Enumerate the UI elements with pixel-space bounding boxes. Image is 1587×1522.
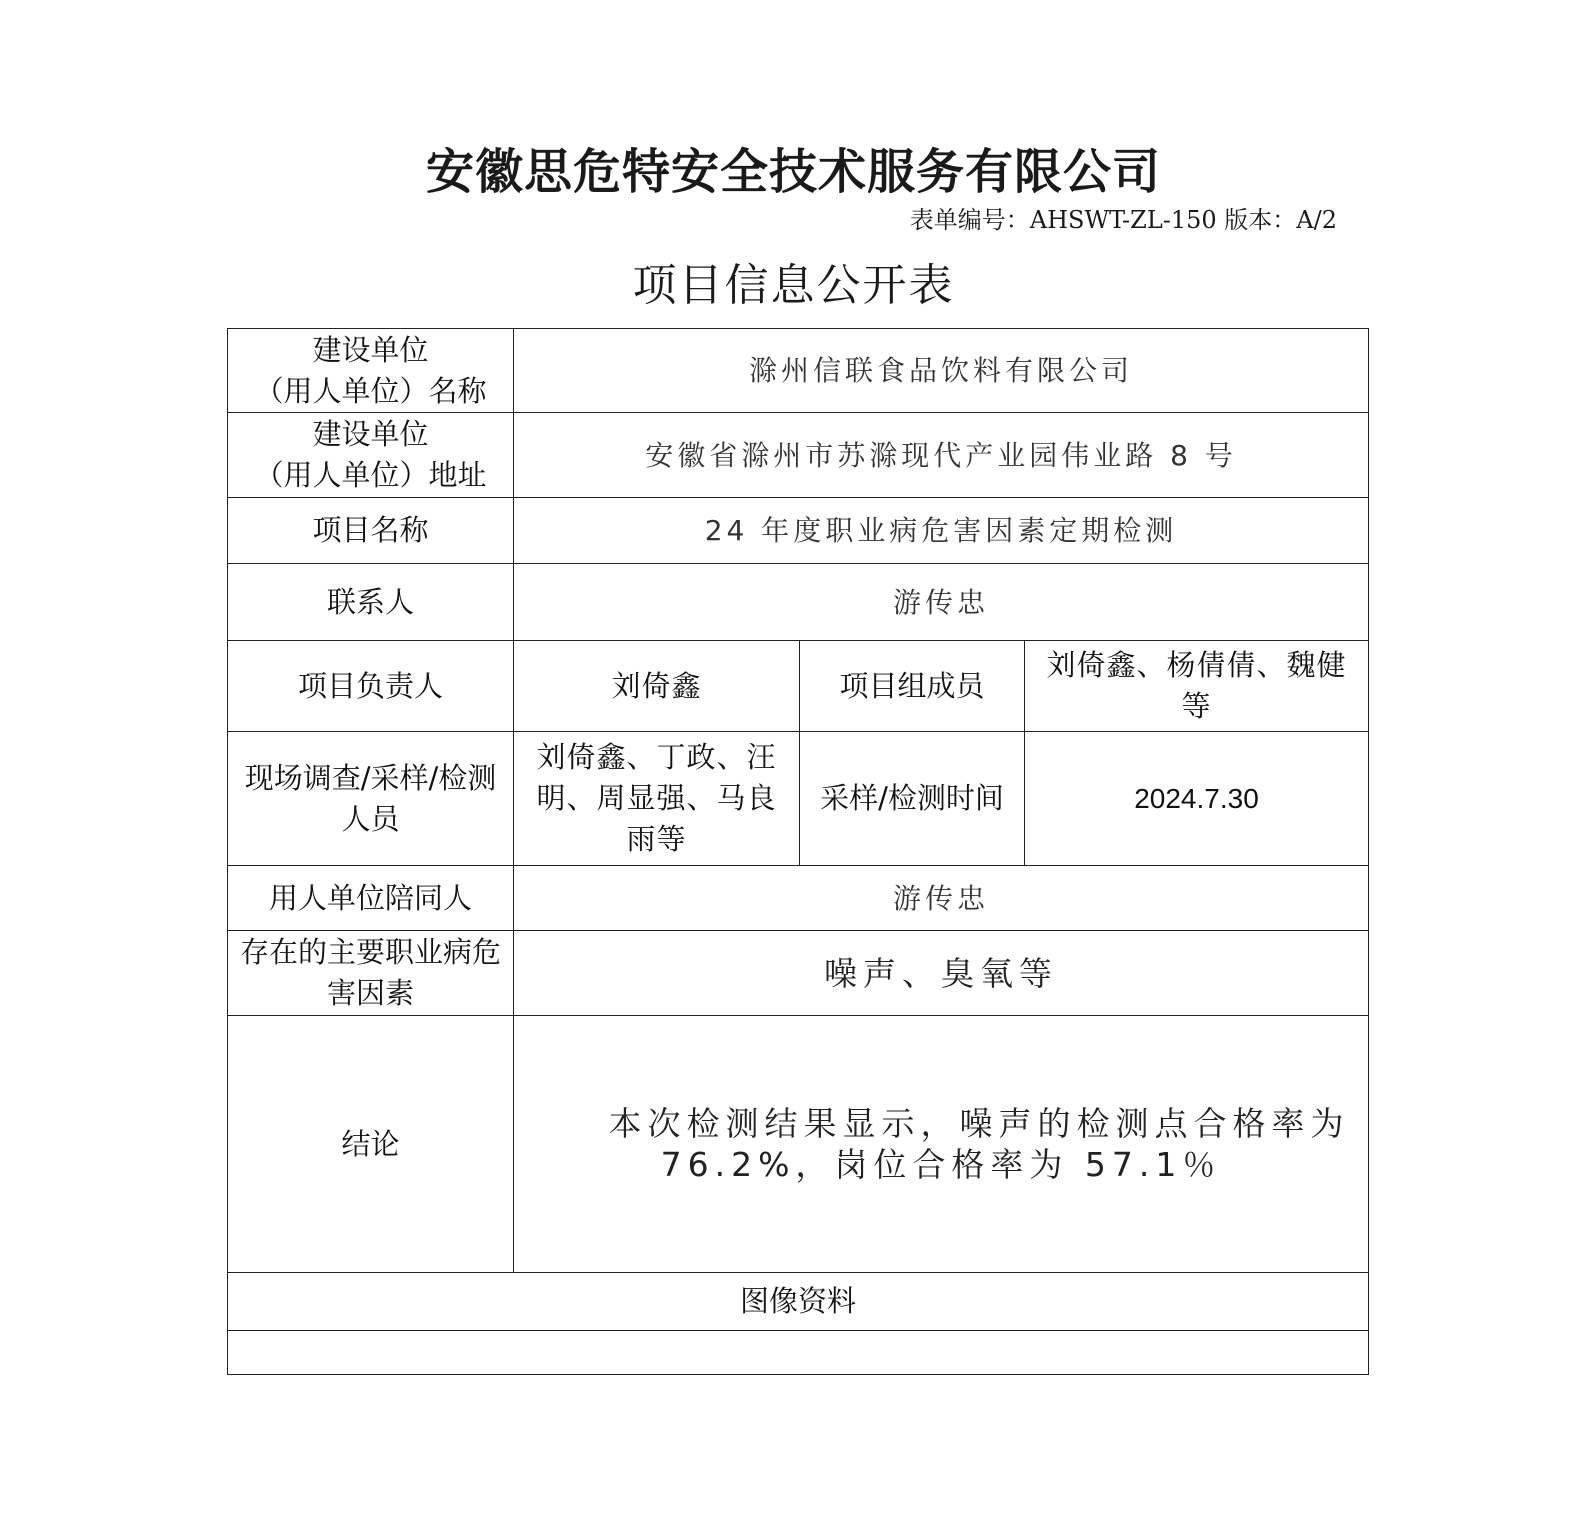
unit-name-value: 滁州信联食品饮料有限公司: [514, 329, 1369, 413]
project-lead-value: 刘倚鑫: [514, 641, 800, 732]
survey-time-value: 2024.7.30: [1025, 732, 1369, 866]
escort-label: 用人单位陪同人: [228, 866, 514, 931]
survey-time-label: 采样/检测时间: [800, 732, 1025, 866]
project-members-value: 刘倚鑫、杨倩倩、魏健等: [1025, 641, 1369, 732]
row-images-content: [228, 1331, 1369, 1375]
row-contact: [228, 564, 1369, 641]
project-name-label: 项目名称: [228, 498, 514, 564]
unit-address-label-line1: 建设单位: [312, 417, 429, 451]
project-lead-label: 项目负责人: [228, 641, 514, 732]
hazards-label: 存在的主要职业病危害因素: [228, 931, 514, 1016]
unit-name-label-line2: （用人单位）名称: [254, 373, 487, 408]
unit-name-label-line1: 建设单位: [312, 332, 429, 367]
unit-address-label-line2: （用人单位）地址: [254, 458, 487, 492]
conclusion-value: [514, 1016, 1369, 1273]
project-info-table: [227, 328, 1369, 1375]
row-conclusion: [228, 1016, 1369, 1273]
survey-staff-label: 现场调查/采样/检测人员: [228, 732, 514, 866]
row-unit-name: [228, 329, 1369, 413]
images-content: [228, 1331, 1369, 1375]
unit-address-value: 安徽省滁州市苏滁现代产业园伟业路 8 号: [514, 413, 1369, 498]
form-number: 表单编号：AHSWT-ZL-150 版本：A/2: [909, 206, 1337, 234]
conclusion-text: 本次检测结果显示，噪声的检测点合格率为 76.2%，岗位合格率为 57.1％: [608, 1104, 1350, 1184]
row-escort: [228, 866, 1369, 931]
contact-value: 游传忠: [514, 564, 1369, 641]
row-images: [228, 1273, 1369, 1331]
row-unit-address: [228, 413, 1369, 498]
escort-value: 游传忠: [514, 866, 1369, 931]
row-project-name: [228, 498, 1369, 564]
contact-label: 联系人: [228, 564, 514, 641]
row-survey: [228, 732, 1369, 866]
project-members-label: 项目组成员: [800, 641, 1025, 732]
unit-address-label: [228, 413, 514, 498]
hazards-value: 噪声、臭氧等: [514, 931, 1369, 1016]
conclusion-label: 结论: [228, 1016, 514, 1273]
project-name-value: 24 年度职业病危害因素定期检测: [514, 498, 1369, 564]
unit-name-label: [228, 329, 514, 413]
images-label: 图像资料: [228, 1273, 1369, 1331]
survey-staff-value: 刘倚鑫、丁政、汪明、周显强、马良雨等: [514, 732, 800, 866]
company-name: 安徽思危特安全技术服务有限公司: [425, 144, 1161, 200]
form-title: 项目信息公开表: [632, 260, 955, 311]
row-hazards: [228, 931, 1369, 1016]
row-project-lead: [228, 641, 1369, 732]
